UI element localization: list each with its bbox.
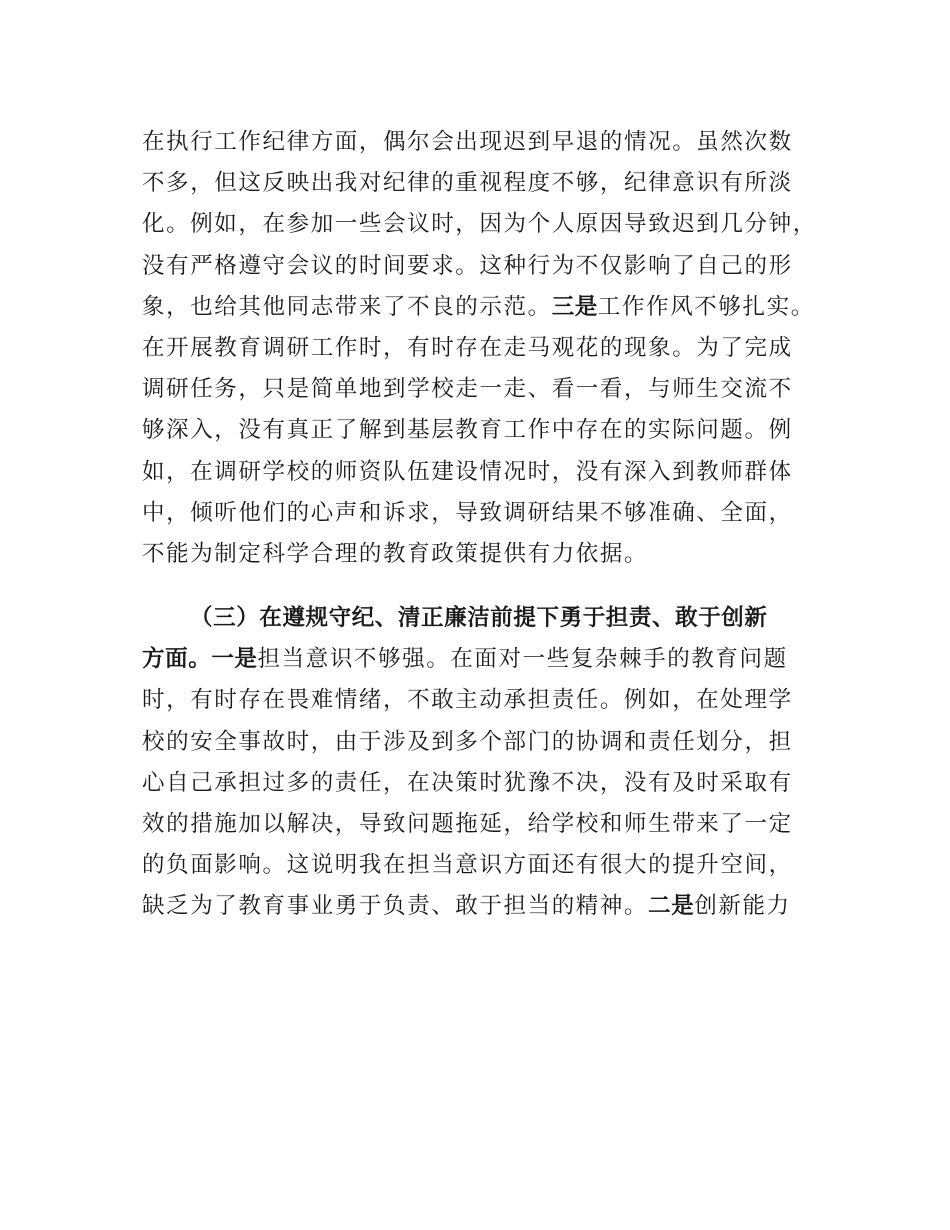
text-line [142,886,822,927]
text-run: 不能为制定科学合理的教育政策提供有力依据。 [142,540,649,567]
text-run: 在开展教育调研工作时，有时存在走马观花的现象。为了完成 [142,334,793,361]
paragraph-responsibility [142,598,822,928]
text-line [142,804,822,845]
paragraph-spacer [142,575,822,598]
text-line [142,680,822,721]
text-line [142,763,822,804]
point-label-two: 二是 [648,893,695,920]
text-line [142,452,822,493]
text-line [142,534,822,575]
text-line [142,722,822,763]
text-run: 创新能力 [694,893,791,920]
text-line [142,369,822,410]
text-run: 校的安全事故时，由于涉及到多个部门的协调和责任划分，担 [142,728,793,755]
text-run: 化。例如，在参加一些会议时，因为个人原因导致迟到几分钟， [142,211,817,238]
text-run: 没有严格遵守会议的时间要求。这种行为不仅影响了自己的形 [142,252,793,279]
section-heading [142,598,822,639]
text-run: 如，在调研学校的师资队伍建设情况时，没有深入到教师群体 [142,458,793,485]
text-line [142,163,822,204]
text-run: 担当意识不够强。在面对一些复杂棘手的教育问题 [257,646,788,673]
document-body [142,122,822,928]
text-line [142,639,822,680]
text-line [142,204,822,245]
text-line [142,246,822,287]
text-run: 心自己承担过多的责任，在决策时犹豫不决，没有及时采取有 [142,769,793,796]
text-run: 在执行工作纪律方面，偶尔会出现迟到早退的情况。虽然次数 [142,129,793,155]
text-run: 象，也给其他同志带来了不良的示范。 [142,293,552,320]
paragraph-discipline [142,122,822,575]
section-heading-text: （三）在遵规守纪、清正廉洁前提下勇于担责、敢于创新 [190,605,768,632]
text-run: 不多，但这反映出我对纪律的重视程度不够，纪律意识有所淡 [142,170,793,197]
text-line [142,493,822,534]
text-line [142,410,822,451]
text-run: 时，有时存在畏难情绪，不敢主动承担责任。例如，在处理学 [142,687,793,714]
text-run: 的负面影响。这说明我在担当意识方面还有很大的提升空间， [142,852,793,879]
text-run: 够深入，没有真正了解到基层教育工作中存在的实际问题。例 [142,417,793,444]
text-run: 效的措施加以解决，导致问题拖延，给学校和师生带来了一定 [142,811,793,837]
text-run: 中，倾听他们的心声和诉求，导致调研结果不够准确、全面， [142,499,793,526]
text-line [142,122,822,163]
point-label-three: 三是 [551,293,598,320]
text-run: 缺乏为了教育事业勇于负责、敢于担当的精神。 [142,893,649,920]
text-line [142,328,822,369]
text-run: 工作作风不够扎实。 [597,293,815,320]
text-line [142,287,822,328]
text-line [142,845,822,886]
text-run: 调研任务，只是简单地到学校走一走、看一看，与师生交流不 [142,376,793,403]
section-heading-end: 方面。 [142,646,212,673]
point-label-one: 一是 [211,646,258,673]
